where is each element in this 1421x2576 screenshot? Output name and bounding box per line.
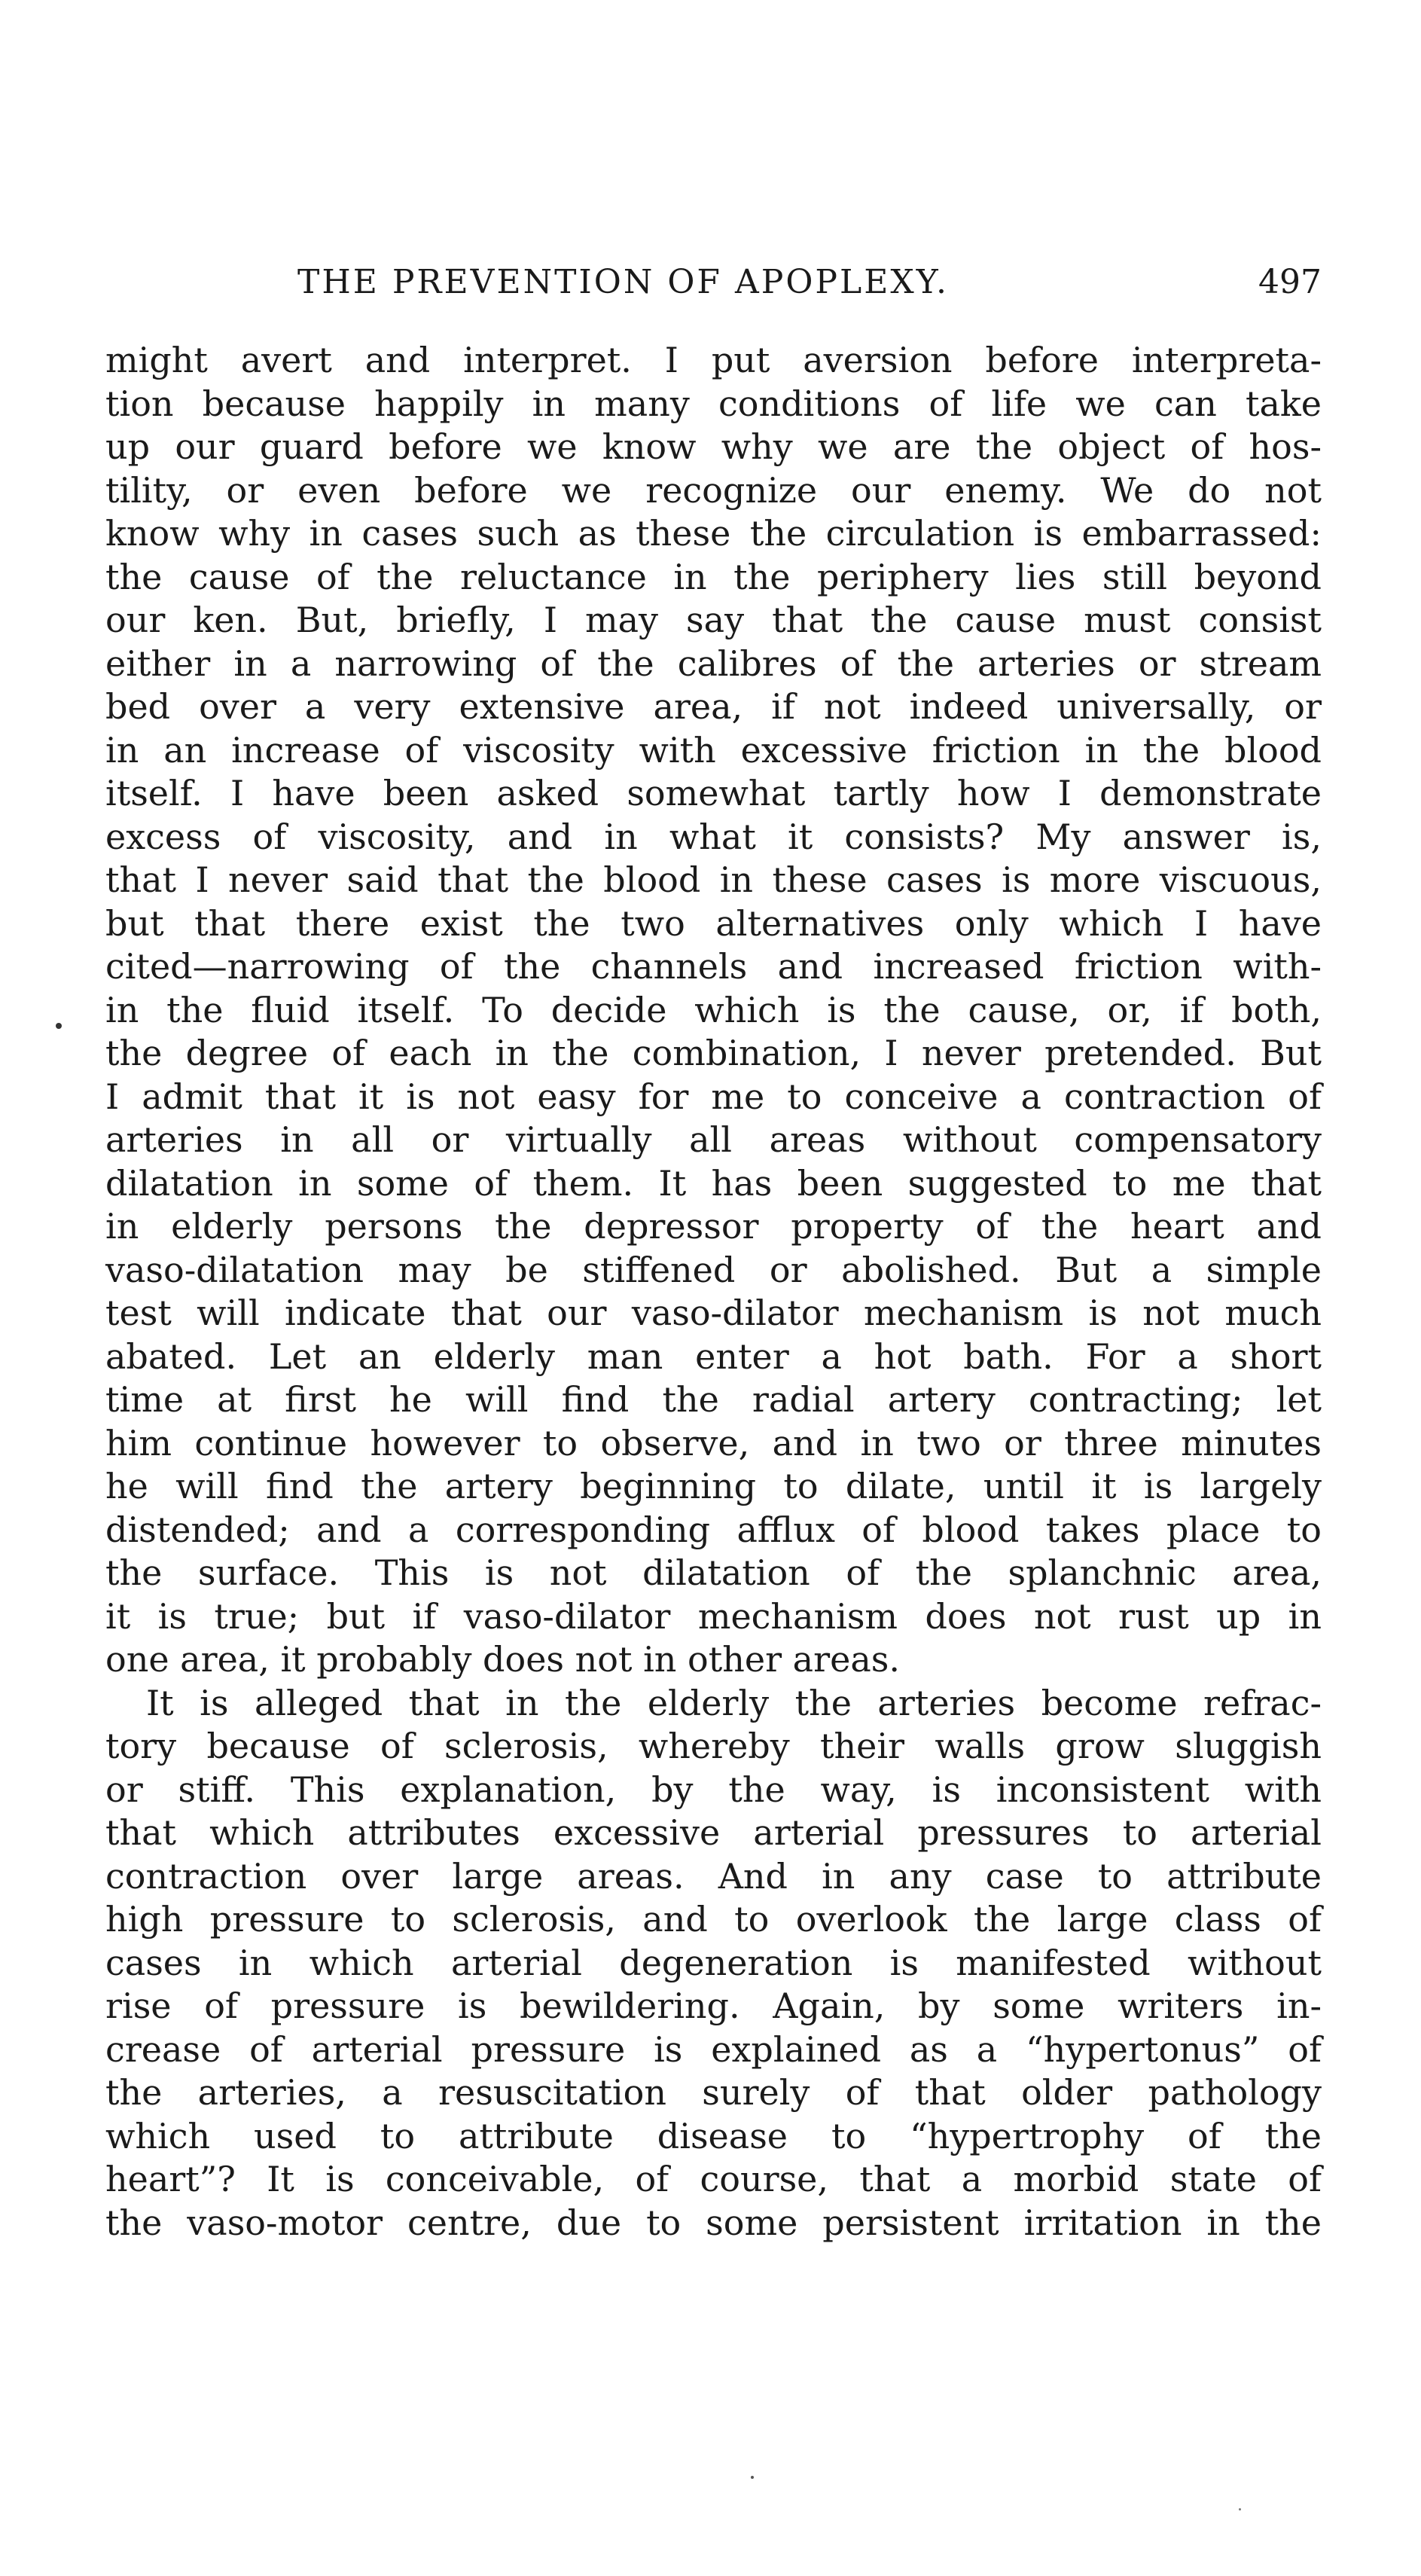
text-line: heart”? It is conceivable, of course, that a morbid state of	[105, 2159, 1322, 2199]
text-line: him continue however to observe, and in two or three minutes	[105, 1422, 1322, 1463]
text-line: crease of arterial pressure is explained as a “hypertonus” of	[105, 2028, 1322, 2070]
text-line: cases in which arterial degeneration is manifested without	[105, 1942, 1322, 1983]
text-line: distended; and a corresponding afflux of blood takes place to	[105, 1509, 1322, 1550]
text-line: test will indicate that our vaso-dilator mechanism is not much	[105, 1293, 1322, 1333]
text-line: itself. I have been asked somewhat tartly how I demonstrate	[105, 773, 1322, 813]
text-line: or stiff. This explanation, by the way, is inconsistent with	[105, 1769, 1322, 1810]
text-line: either in a narrowing of the calibres of the arteries or stream	[105, 642, 1322, 684]
text-line: know why in cases such as these the circulation is embarrassed:	[105, 513, 1322, 554]
page-header	[105, 260, 1322, 305]
text-line: in an increase of viscosity with excessive friction in the blood	[105, 729, 1322, 771]
text-line: I admit that it is not easy for me to conceive a contraction of	[105, 1076, 1322, 1117]
text-line: time at first he will find the radial artery contracting; let	[105, 1379, 1322, 1420]
text-line: tion because happily in many conditions of life we can take	[105, 383, 1322, 424]
text-line: dilatation in some of them. It has been suggested to me that	[105, 1162, 1322, 1204]
paragraph-end-line: one area, it probably does not in other areas.	[105, 1639, 900, 1680]
text-line: might avert and interpret. I put aversion before interpreta-	[105, 340, 1322, 380]
text-line: arteries in all or virtually all areas without compensatory	[105, 1119, 1322, 1160]
text-line: but that there exist the two alternatives only which I have	[105, 902, 1322, 944]
text-line: abated. Let an elderly man enter a hot bath. For a short	[105, 1335, 1322, 1377]
body-text	[105, 339, 1322, 2245]
text-line: our ken. But, briefly, I may say that the cause must consist	[105, 600, 1322, 640]
running-title: THE PREVENTION OF APOPLEXY.	[297, 263, 950, 301]
text-line: up our guard before we know why we are the object of hos-	[105, 426, 1322, 467]
text-line: high pressure to sclerosis, and to overlook the large class of	[105, 1899, 1322, 1940]
paragraph-first-line: It is alleged that in the elderly the arteries become refrac-	[146, 1682, 1322, 1723]
margin-dot-mark	[56, 1023, 62, 1029]
page-number: 497	[1258, 263, 1322, 301]
text-line: excess of viscosity, and in what it consists? My answer is,	[105, 816, 1322, 857]
ink-speck	[751, 2476, 754, 2479]
ink-speck	[1239, 2508, 1241, 2510]
text-line: it is true; but if vaso-dilator mechanism does not rust up in	[105, 1595, 1322, 1637]
text-line: which used to attribute disease to “hypertrophy of the	[105, 2115, 1322, 2156]
text-line: bed over a very extensive area, if not indeed universally, or	[105, 686, 1322, 727]
text-line: that which attributes excessive arterial pressures to arterial	[105, 1812, 1322, 1853]
text-line: tility, or even before we recognize our enemy. We do not	[105, 469, 1322, 511]
text-line: the arteries, a resuscitation surely of that older pathology	[105, 2072, 1322, 2113]
text-line: vaso-dilatation may be stiffened or abolished. But a simple	[105, 1249, 1322, 1290]
text-line: the vaso-motor centre, due to some persistent irritation in the	[105, 2202, 1322, 2243]
text-line: cited—narrowing of the channels and increased friction with-	[105, 946, 1322, 987]
text-line: the surface. This is not dilatation of the splanchnic area,	[105, 1552, 1322, 1593]
text-line: he will find the artery beginning to dilate, until it is largely	[105, 1466, 1322, 1506]
text-line: in elderly persons the depressor property of the heart and	[105, 1206, 1322, 1247]
text-line: the degree of each in the combination, I never pretended. But	[105, 1033, 1322, 1073]
text-line: contraction over large areas. And in any case to attribute	[105, 1855, 1322, 1897]
text-line: rise of pressure is bewildering. Again, by some writers in-	[105, 1985, 1322, 2026]
text-line: that I never said that the blood in these cases is more viscuous,	[105, 859, 1322, 900]
text-line: the cause of the reluctance in the periphery lies still beyond	[105, 556, 1322, 597]
text-line: in the fluid itself. To decide which is the cause, or, if both,	[105, 989, 1322, 1030]
text-line: tory because of sclerosis, whereby their walls grow sluggish	[105, 1726, 1322, 1766]
